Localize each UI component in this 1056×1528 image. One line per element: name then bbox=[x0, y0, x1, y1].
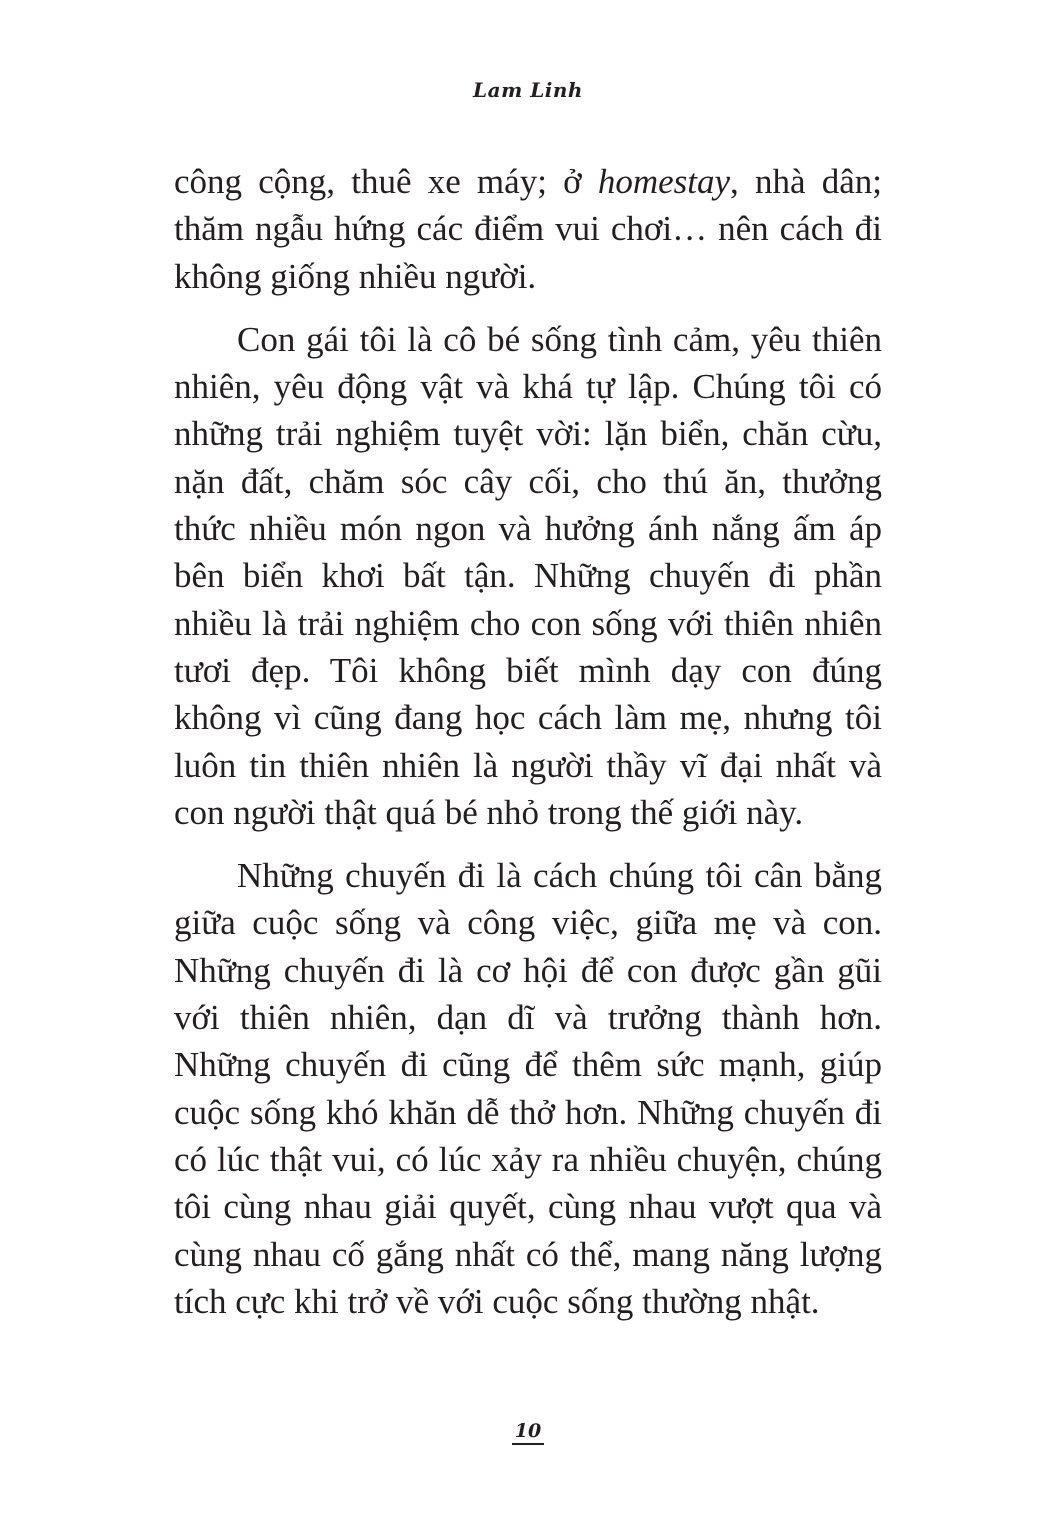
body-text bbox=[174, 158, 882, 1325]
paragraph-1-text-start: công cộng, thuê xe máy; ở bbox=[174, 162, 598, 201]
paragraph-3: Những chuyến đi là cách chúng tôi cân bằng giữa cuộc sống và công việc, giữa mẹ và con. Những chuyến đi là cơ hội để con được gần gũi với thiên nhiên, dạn dĩ và trưởng thành hơn. Những chuyến đi cũng để thêm sức mạnh, giúp cuộc sống khó khăn dễ thở hơn. Những chuyến đi có lúc thật vui, có lúc xảy ra nhiều chuyện, chúng tôi cùng nhau giải quyết, cùng nhau vượt qua và cùng nhau cố gắng nhất có thể, mang năng lượng tích cực khi trở về với cuộc sống thường nhật. bbox=[174, 856, 882, 1321]
running-header-author: Lam Linh bbox=[473, 78, 583, 102]
paragraph-1 bbox=[174, 158, 882, 300]
page-number-label: 10 bbox=[512, 1420, 544, 1445]
paragraph-1-text-end: , nhà dân; thăm ngẫu hứng các điểm vui chơi… nên cách đi không giống nhiều người. bbox=[174, 162, 883, 296]
paragraph-2: Con gái tôi là cô bé sống tình cảm, yêu thiên nhiên, yêu động vật và khá tự lập. Chúng tôi có những trải nghiệm tuyệt vời: lặn biển, chăn cừu, nặn đất, chăm sóc cây cối, cho thú ăn, thưởng thức nhiều món ngon và hưởng ánh nắng ấm áp bên biển khơi bất tận. Những chuyến đi phần nhiều là trải nghiệm cho con sống với thiên nhiên tươi đẹp. Tôi không biết mình dạy con đúng không vì cũng đang học cách làm mẹ, nhưng tôi luôn tin thiên nhiên là người thầy vĩ đại nhất và con người thật quá bé nhỏ trong thế giới này. bbox=[174, 319, 882, 832]
page-number bbox=[0, 1420, 1056, 1445]
paragraph-1-italic-term: homestay bbox=[597, 162, 731, 201]
